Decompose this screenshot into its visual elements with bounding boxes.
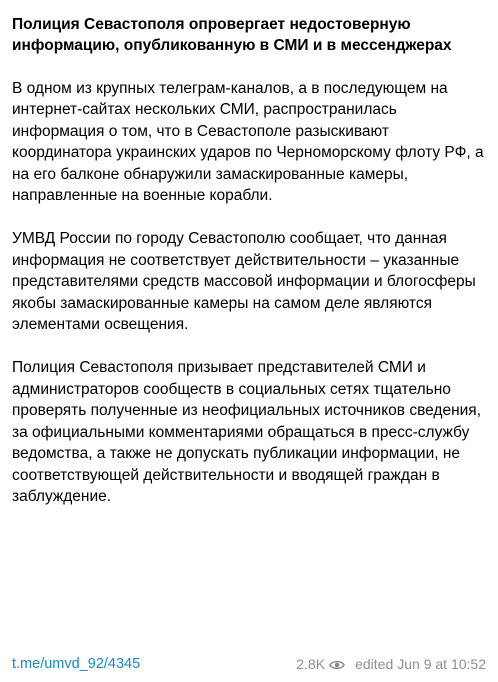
post-paragraph-3: Полиция Севастополя призывает представителей СМИ и администраторов сообществ в социальных сетях тщательно проверять полученные из неофициальных источников сведения, за официальными комментариями обращаться в пресс-службу ведомства, а также не допускать публикации информации, не соответствующей действительности и вводящей граждан в заблуждение. [12, 359, 481, 505]
views-count: 2.8K [296, 656, 326, 672]
post-meta [296, 656, 486, 672]
post-link[interactable]: t.me/umvd_92/4345 [12, 656, 141, 672]
post-footer [12, 654, 486, 674]
post-title: Полиция Севастополя опровергает недостоверную информацию, опубликованную в СМИ и в мессенджерах [12, 16, 452, 54]
post-paragraph-1: В одном из крупных телеграм-каналов, а в последующем на интернет-сайтах нескольких СМИ, распространилась информация о том, что в Севастополе разыскивают координатора украинских ударов по Черноморскому флоту РФ, а на его балконе обнаружили замаскированные камеры, направленные на военные корабли. [12, 79, 484, 204]
post-body [12, 78, 486, 508]
eye-icon [329, 658, 345, 670]
post-paragraph-2: УМВД России по городу Севастополю сообщает, что данная информация не соответствует действительности – указанные представителями средств массовой информации и блогосферы якобы замаскированные камеры на самом деле являются элементами освещения. [12, 230, 476, 333]
edited-label: edited [355, 656, 394, 672]
post-timestamp: Jun 9 at 10:52 [397, 656, 486, 672]
